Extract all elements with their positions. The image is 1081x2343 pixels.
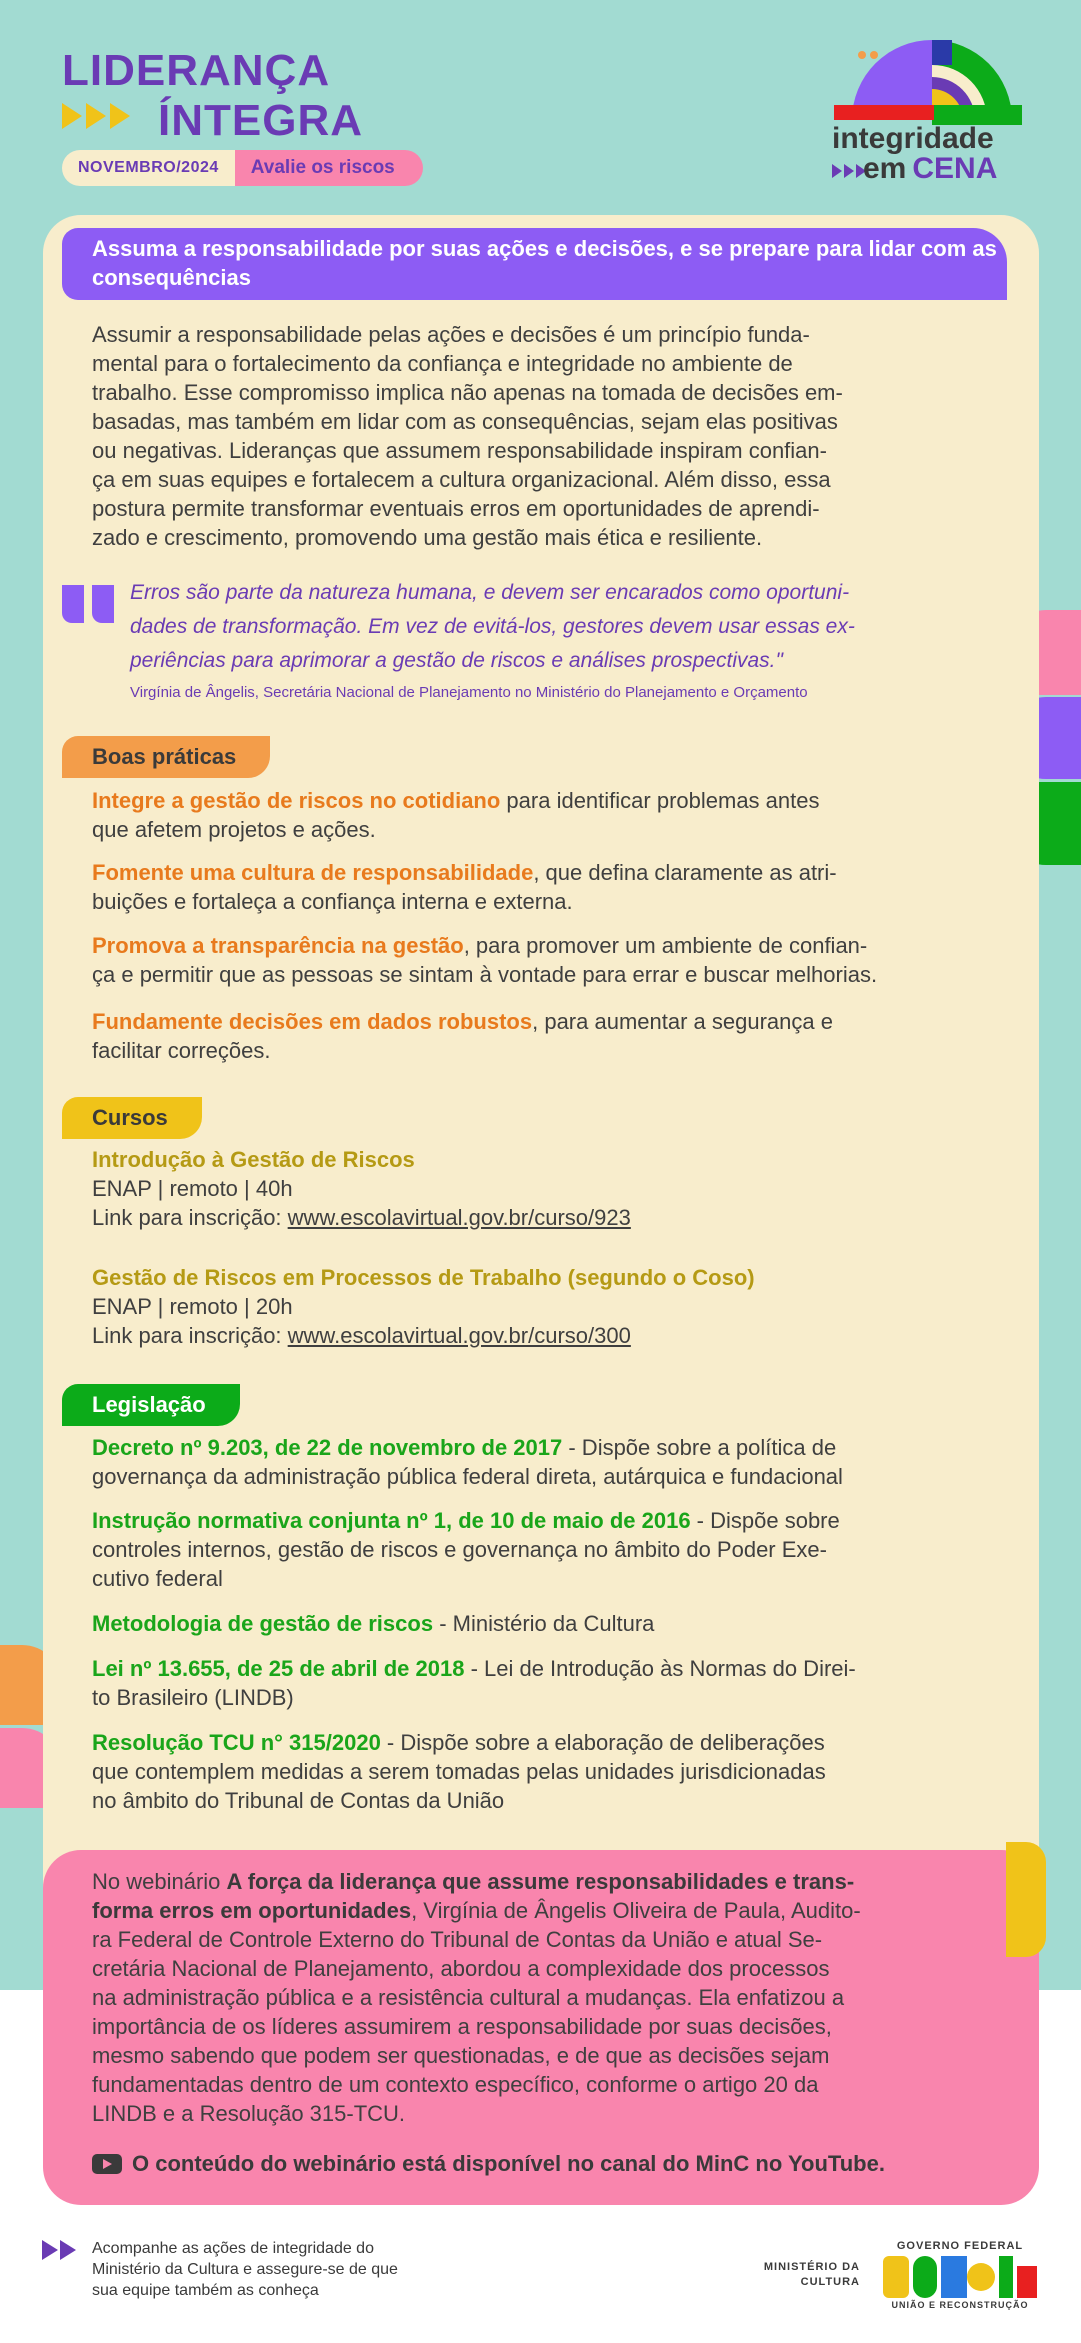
deco-yellow-tab-right (1006, 1842, 1046, 1957)
quote-author: Virgínia de Ângelis, Secretária Nacional de Planejamento no Ministério do Planejamento e Orçamento (130, 684, 808, 701)
course-link[interactable]: www.escolavirtual.gov.br/curso/300 (287, 1323, 631, 1348)
youtube-icon (92, 2154, 122, 2174)
course-item (92, 1145, 1002, 1232)
footer-text (92, 2238, 472, 2301)
intro-line: zado e crescimento, promovendo uma gestão mais ética e resiliente. (92, 525, 763, 550)
course-item (92, 1263, 1002, 1350)
page-title-line2 (62, 96, 363, 146)
brasil-logo-icon (883, 2256, 1037, 2298)
law-text: to Brasileiro (LINDB) (92, 1685, 294, 1710)
section-tab-boas-praticas: Boas práticas (62, 736, 270, 778)
intro-paragraph (92, 320, 997, 552)
course-info: ENAP | remoto | 20h (92, 1294, 293, 1319)
law-text: controles internos, gestão de riscos e governança no âmbito do Poder Exe- (92, 1537, 827, 1562)
uniao-reconstrucao-label: UNIÃO E RECONSTRUÇÃO (891, 2300, 1029, 2310)
item-highlight: Integre a gestão de riscos no cotidiano (92, 788, 501, 813)
course-info: ENAP | remoto | 40h (92, 1176, 293, 1201)
page-title-line1: LIDERANÇA (62, 46, 331, 95)
course-link[interactable]: www.escolavirtual.gov.br/curso/923 (287, 1205, 631, 1230)
ministerio-line: MINISTÉRIO DA (763, 2261, 860, 2273)
law-text: - Ministério da Cultura (433, 1611, 655, 1636)
course-link-label: Link para inscrição: (92, 1323, 288, 1348)
course-name: Gestão de Riscos em Processos de Trabalho (segundo o Coso) (92, 1265, 755, 1290)
law-title[interactable]: Instrução normativa conjunta nº 1, de 10 de maio de 2016 (92, 1508, 691, 1533)
law-text: - Dispõe sobre a política de (562, 1435, 837, 1460)
law-text: governança da administração pública federal direta, autárquica e fundacional (92, 1464, 843, 1489)
law-item (92, 1609, 1002, 1638)
headline-banner: Assuma a responsabilidade por suas ações e decisões, e se prepare para lidar com as consequências (62, 228, 1007, 300)
item-highlight: Fomente uma cultura de responsabilidade (92, 860, 534, 885)
item-text: para identificar problemas antes (500, 788, 820, 813)
page-title-word: ÍNTEGRA (158, 96, 363, 145)
law-title[interactable]: Decreto nº 9.203, de 22 de novembro de 2017 (92, 1435, 563, 1460)
integridade-logo-icon (832, 25, 1022, 125)
webinar-paragraph (92, 1867, 1004, 2128)
law-text: que contemplem medidas a serem tomadas pelas unidades jurisdicionadas (92, 1759, 826, 1784)
law-item (92, 1728, 1002, 1815)
law-text: cutivo federal (92, 1566, 223, 1591)
list-item (92, 786, 1002, 844)
youtube-text: O conteúdo do webinário está disponível no canal do MinC no YouTube. (132, 2151, 885, 2176)
ministerio-cultura-label (740, 2260, 860, 2290)
logo-text-integridade: integridade (832, 122, 994, 155)
webinar-line: , Virgínia de Ângelis Oliveira de Paula, Audito- (411, 1898, 861, 1923)
law-title[interactable]: Lei nº 13.655, de 25 de abril de 2018 (92, 1656, 465, 1681)
law-text: - Dispõe sobre a elaboração de deliberações (380, 1730, 825, 1755)
item-text: , para aumentar a segurança e (532, 1009, 833, 1034)
list-item (92, 1007, 1002, 1065)
webinar-title-l1: A força da liderança que assume responsabilidades e trans- (226, 1869, 855, 1894)
youtube-link[interactable] (92, 2151, 885, 2177)
ministerio-line: CULTURA (800, 2276, 860, 2288)
intro-line: ou negativas. Lideranças que assumem responsabilidade inspiram confian- (92, 438, 827, 463)
section-tab-cursos: Cursos (62, 1097, 202, 1139)
intro-line: Assumir a responsabilidade pelas ações e decisões é um princípio funda- (92, 322, 810, 347)
item-text: , que defina claramente as atri- (533, 860, 837, 885)
date-tag: NOVEMBRO/2024 (62, 150, 235, 186)
item-text: ça e permitir que as pessoas se sintam à vontade para errar e buscar melhorias. (92, 962, 878, 987)
course-name: Introdução à Gestão de Riscos (92, 1147, 415, 1172)
item-text: , para promover um ambiente de confian- (463, 933, 868, 958)
item-text: buições e fortaleça a confiança interna e externa. (92, 889, 573, 914)
intro-line: ça em suas equipes e fortalecem a cultura organizacional. Além disso, essa (92, 467, 831, 492)
quote-line: Erros são parte da natureza humana, e devem ser encarados como oportuni- (130, 581, 850, 604)
law-title[interactable]: Metodologia de gestão de riscos (92, 1611, 434, 1636)
topic-tag: Avalie os riscos (235, 150, 423, 186)
logo-em: em (863, 152, 907, 185)
webinar-line: importância de os líderes assumirem a responsabilidade por suas decisões, (92, 2014, 832, 2039)
webinar-line: LINDB e a Resolução 315-TCU. (92, 2101, 406, 2126)
law-item (92, 1506, 1002, 1593)
list-item (92, 858, 1002, 916)
item-text: facilitar correções. (92, 1038, 271, 1063)
intro-line: basadas, mas também em lidar com as consequências, sejam elas positivas (92, 409, 838, 434)
footer-arrows-icon (42, 2240, 76, 2260)
quote-line: periências para aprimorar a gestão de riscos e análises prospectivas." (130, 649, 783, 672)
item-highlight: Promova a transparência na gestão (92, 933, 464, 958)
intro-line: trabalho. Esse compromisso implica não apenas na tomada de decisões em- (92, 380, 843, 405)
item-text: que afetem projetos e ações. (92, 817, 376, 842)
footer-line: Acompanhe as ações de integridade do (92, 2240, 374, 2257)
header-tags (62, 150, 423, 186)
law-text: - Dispõe sobre (690, 1508, 840, 1533)
law-item (92, 1654, 1002, 1712)
webinar-title-l2: forma erros em oportunidades (92, 1898, 412, 1923)
law-title[interactable]: Resolução TCU n° 315/2020 (92, 1730, 381, 1755)
logo-arrows-icon (832, 164, 866, 178)
webinar-line: ra Federal de Controle Externo do Tribunal de Contas da União e atual Se- (92, 1927, 823, 1952)
webinar-line: cretária Nacional de Planejamento, abordou a complexidade dos processos (92, 1956, 830, 1981)
testimonial-quote (130, 576, 1000, 678)
footer-line: Ministério da Cultura e assegure-se de que (92, 2261, 398, 2278)
item-highlight: Fundamente decisões em dados robustos (92, 1009, 533, 1034)
section-tab-legislacao: Legislação (62, 1384, 240, 1426)
webinar-prefix: No webinário (92, 1869, 227, 1894)
logo-text-em-cena (863, 152, 997, 186)
intro-line: mental para o fortalecimento da confiança e integridade no ambiente de (92, 351, 793, 376)
quote-line: dades de transformação. Em vez de evitá-los, gestores devem usar essas ex- (130, 615, 855, 638)
law-item (92, 1433, 1002, 1491)
webinar-line: na administração pública e a resistência cultural a mudanças. Ela enfatizou a (92, 1985, 845, 2010)
webinar-line: mesmo sabendo que podem ser questionadas, e de que as decisões sejam (92, 2043, 830, 2068)
law-text: no âmbito do Tribunal de Contas da União (92, 1788, 505, 1813)
quote-mark-icon (62, 585, 116, 623)
law-text: - Lei de Introdução às Normas do Direi- (464, 1656, 856, 1681)
list-item (92, 931, 1002, 989)
footer-line: sua equipe também as conheça (92, 2282, 319, 2299)
course-link-label: Link para inscrição: (92, 1205, 288, 1230)
intro-line: postura permite transformar eventuais erros em oportunidades de aprendi- (92, 496, 820, 521)
webinar-line: fundamentadas dentro de um contexto específico, conforme o artigo 20 da (92, 2072, 819, 2097)
governo-federal-label: GOVERNO FEDERAL (896, 2240, 1024, 2252)
logo-cena: CENA (912, 152, 998, 185)
